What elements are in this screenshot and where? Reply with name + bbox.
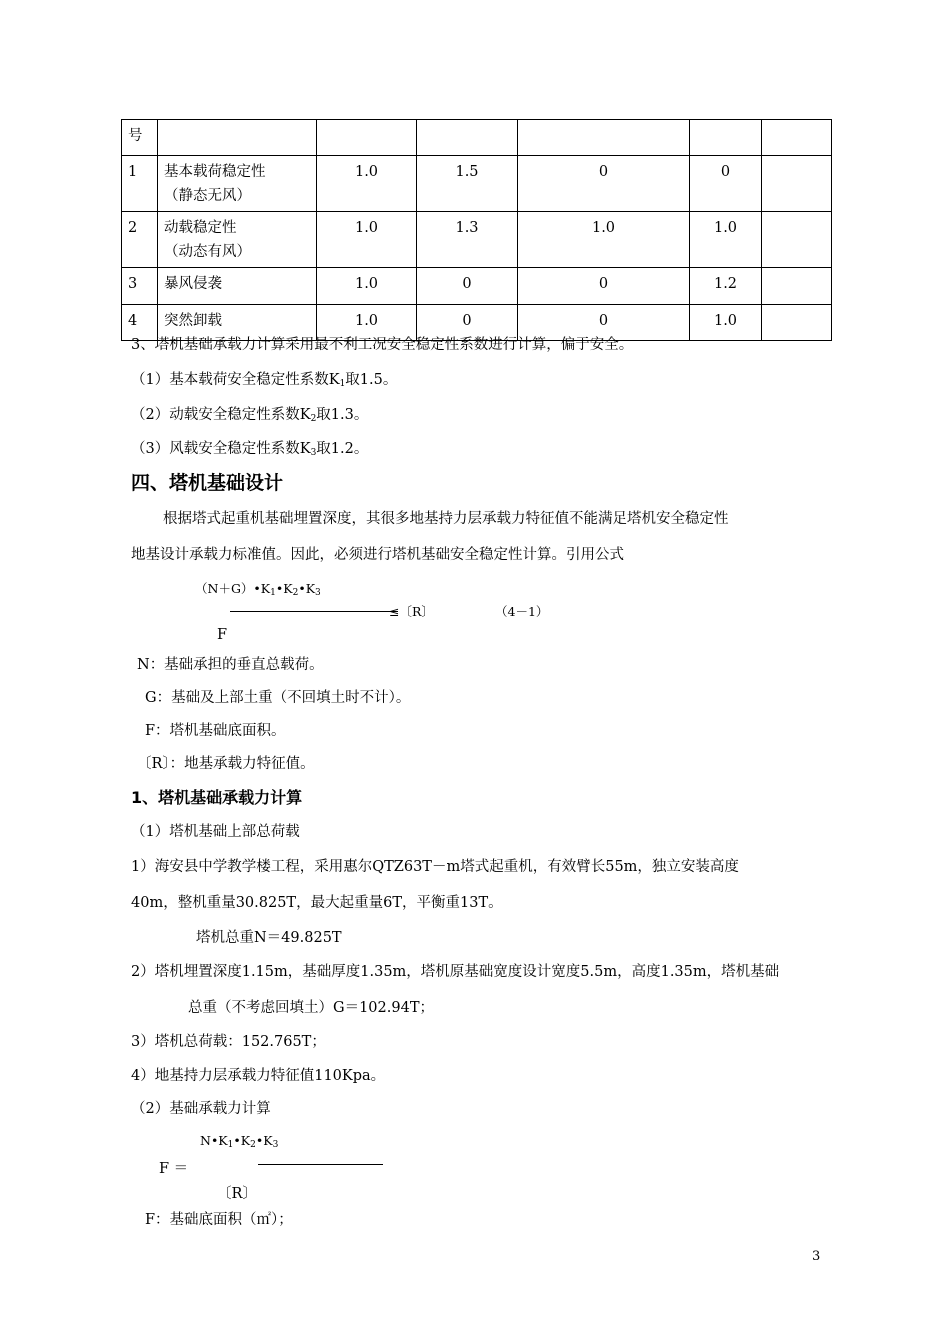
formula-denominator: 〔R〕 — [217, 1186, 257, 1202]
paragraph-line: 2）塔机埋置深度1.15m，基础厚度1.35m，塔机原基础宽度设计宽度5.5m，高度1.35m，塔机基础 — [131, 964, 780, 980]
table-cell-value: 0 — [417, 268, 518, 305]
table-row — [122, 156, 832, 212]
table-cell-value: 1.0 — [317, 305, 417, 341]
table-cell-value: 1.0 — [518, 212, 690, 268]
definition: G：基础及上部土重（不回填土时不计）。 — [145, 690, 411, 706]
table-row — [122, 268, 832, 305]
definition: 〔R〕：地基承载力特征值。 — [137, 756, 315, 772]
formula-lhs: F ＝ — [159, 1161, 189, 1177]
table-cell-no: 号 — [122, 120, 158, 156]
table-cell-item: 基本载荷稳定性 （静态无风） — [158, 156, 317, 212]
paragraph-line: 1）海安县中学教学楼工程，采用惠尔QTZ63T－m塔式起重机，有效臂长55m，独立安装高度 — [131, 859, 739, 875]
table-cell-value: 0 — [518, 305, 690, 341]
table-cell-value: 1.2 — [690, 268, 762, 305]
paragraph-line: 4）地基持力层承载力特征值110Kpa。 — [131, 1068, 386, 1084]
list-item: （2）基础承载力计算 — [131, 1101, 271, 1117]
formula-numerator: $(N+G)•K_1•K_2•K_3$ — [195, 581, 321, 598]
paragraph-line: 塔机总重N＝49.825T — [196, 930, 342, 946]
subsection-title: 1、塔机基础承载力计算 — [131, 788, 303, 807]
formula-relation: ≤〔R〕 — [389, 604, 434, 619]
formula-numerator: $N•K_1•K_2•K_3$ — [200, 1133, 279, 1150]
page-number: 3 — [812, 1249, 821, 1264]
calc-note: 3、塔机基础承载力计算采用最不利工况安全稳定性系数进行计算，偏于安全。 — [131, 337, 634, 353]
definition: F：基础底面积（㎡）； — [145, 1212, 293, 1228]
table-cell-value: 1.0 — [317, 156, 417, 212]
table-cell-no: 4 — [122, 305, 158, 341]
table-row — [122, 212, 832, 268]
paragraph-line: 3）塔机总荷载：152.765T； — [131, 1034, 326, 1050]
definition: N：基础承担的垂直总载荷。 — [137, 657, 324, 673]
table-cell-no: 2 — [122, 212, 158, 268]
k1-line: （1）基本载荷安全稳定性系数$K_1$取1.5。 — [131, 372, 398, 389]
paragraph-line: 根据塔式起重机基础埋置深度，其很多地基持力层承载力特征值不能满足塔机安全稳定性 — [163, 511, 729, 527]
paragraph-line: 总重（不考虑回填土）G＝102.94T； — [188, 1000, 434, 1016]
table-cell-no: 1 — [122, 156, 158, 212]
paragraph-line: 40m，整机重量30.825T，最大起重量6T，平衡重13T。 — [131, 895, 503, 911]
table-cell-value: 0 — [518, 268, 690, 305]
table-cell-value: 0 — [518, 156, 690, 212]
fraction-line — [258, 1164, 383, 1165]
table-cell-value: 1.0 — [317, 268, 417, 305]
k3-line: （3）风载安全稳定性系数$K_3$取1.2。 — [131, 441, 369, 458]
table-cell-item: 动载稳定性 （动态有风） — [158, 212, 317, 268]
table-cell-no: 3 — [122, 268, 158, 305]
definition: F：塔机基础底面积。 — [145, 723, 286, 739]
table-cell-value: 1.0 — [317, 212, 417, 268]
safety-factor-table — [121, 119, 832, 341]
table-cell-value: 1.5 — [417, 156, 518, 212]
list-item: （1）塔机基础上部总荷载 — [131, 824, 300, 840]
k2-line: （2）动载安全稳定性系数$K_2$取1.3。 — [131, 407, 369, 424]
section-title: 四、塔机基础设计 — [131, 472, 284, 494]
paragraph-line: 地基设计承载力标准值。因此，必须进行塔机基础安全稳定性计算。引用公式 — [131, 547, 624, 563]
table-cell-value: 1.0 — [690, 212, 762, 268]
table-row — [122, 120, 832, 156]
formula-number: （4－1） — [495, 604, 549, 619]
table-cell-value: 0 — [690, 156, 762, 212]
table-cell-item — [158, 120, 317, 156]
formula-denominator: F — [217, 627, 228, 643]
table-cell-item: 暴风侵袭 — [158, 268, 317, 305]
table-cell-value: 1.0 — [690, 305, 762, 341]
table-cell-item: 突然卸载 — [158, 305, 317, 341]
fraction-line — [230, 611, 398, 612]
table-cell-value: 1.3 — [417, 212, 518, 268]
table-cell-value: 0 — [417, 305, 518, 341]
